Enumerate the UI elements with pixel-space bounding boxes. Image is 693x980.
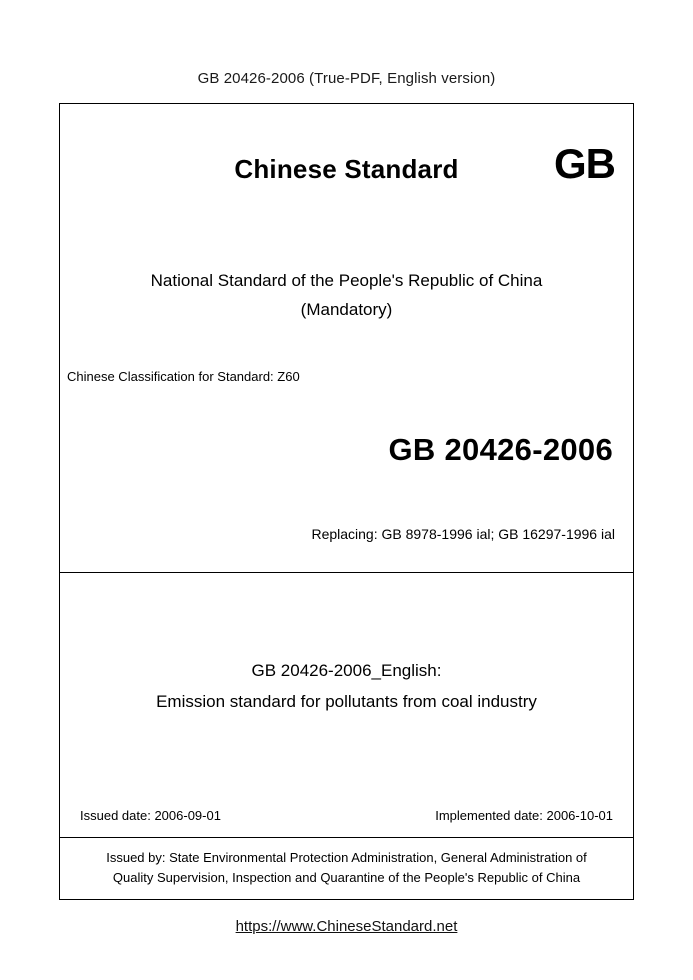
dates-row xyxy=(60,808,633,823)
gb-logo: GB xyxy=(554,140,615,187)
issued-by-line-1: Issued by: State Environmental Protection Administration, General Administration of xyxy=(106,850,587,865)
national-standard-block xyxy=(60,266,633,324)
issued-by-section xyxy=(60,838,633,899)
english-title-line-1: GB 20426-2006_English: xyxy=(251,661,442,680)
national-standard-line-2: (Mandatory) xyxy=(300,300,393,319)
page-header-caption: GB 20426-2006 (True-PDF, English version) xyxy=(197,70,496,87)
footer-website-link[interactable] xyxy=(0,918,693,935)
standard-number: GB 20426-2006 xyxy=(388,432,613,467)
issued-by-line-2: Quality Supervision, Inspection and Quarantine of the People's Republic of China xyxy=(112,870,581,885)
issued-date: Issued date: 2006-09-01 xyxy=(80,808,221,823)
cover-top-section xyxy=(60,104,633,573)
english-title-block xyxy=(60,573,633,717)
cover-frame xyxy=(59,103,634,900)
classification-text: Chinese Classification for Standard: Z60 xyxy=(67,369,300,384)
cover-title: Chinese Standard xyxy=(234,154,459,184)
national-standard-line-1: National Standard of the People's Republic of China xyxy=(150,271,543,290)
english-title-line-2: Emission standard for pollutants from coal industry xyxy=(156,692,537,711)
cover-middle-section xyxy=(60,573,633,838)
replacing-text: Replacing: GB 8978-1996 ial; GB 16297-1996 ial xyxy=(311,526,615,542)
title-row xyxy=(60,104,633,194)
implemented-date: Implemented date: 2006-10-01 xyxy=(435,808,613,823)
footer-website-url: https://www.ChineseStandard.net xyxy=(235,918,458,935)
